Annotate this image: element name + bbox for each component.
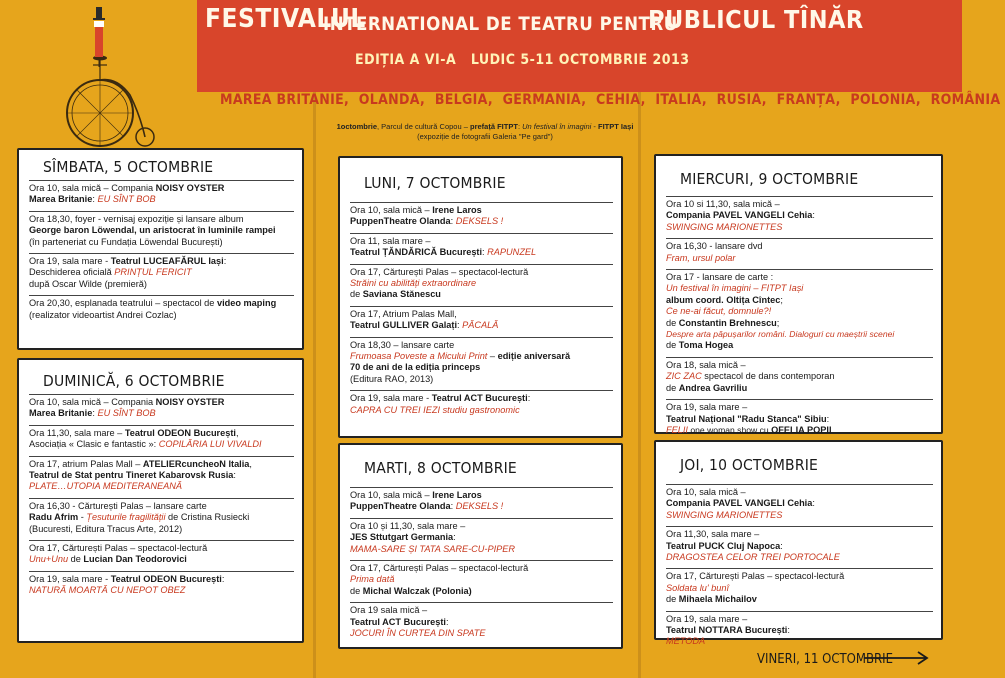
event-item: Ora 18,30 – lansare carte Frumoasa Poveste a Micului Print – ediție aniversară 70 de ani de la ediția princeps (Editura RAO, 2013) [350,337,613,391]
event-item: Ora 18,30, foyer - vernisaj expoziție și lansare album George baron Löwendal, un aristocrat în luminile rampei (în parteneriat cu Fundația Löwendal București) [29,211,294,253]
event-item: Ora 20,30, esplanada teatrului – spectacol de video maping (realizator videoartist Andrei Cozlac) [29,295,294,326]
event-item: Ora 17, Cărturești Palas – spectacol-lectură Unu+Unu de Lucian Dan Teodorovici [29,540,294,571]
event-item: Ora 11,30, sala mare – Teatrul ODEON București, Asociația « Clasic e fantastic »: COPILĂRIA LUI VIVALDI [29,425,294,456]
event-item: Ora 19, sala mare - Teatrul ODEON București: NATURĂ MOARTĂ CU NEPOT OBEZ [29,571,294,602]
country-list [220,92,1001,108]
subtitle: EDIȚIA A VI-A LUDIC 5-11 OCTOMBRIE 2013 [355,52,690,68]
country: GERMANIA, [502,92,587,108]
event-item: Ora 10, sala mică – Compania NOISY OYSTER Marea Britanie: EU SÎNT BOB [29,394,294,425]
event-item: Ora 10 și 11,30, sala mare – JES Sttutgart Germania: MAMA-SARE ȘI TATA SARE-CU-PIPER [350,518,613,560]
event-item: Ora 11, sala mare – Teatrul ȚĂNDĂRICĂ București: RAPUNZEL [350,233,613,264]
event-item: Ora 19, sala mare – Teatrul NOTTARA București: METODA [666,611,933,653]
title-part-1: FESTIVALUL [205,4,366,34]
next-day-label: VINERI, 11 OCTOMBRIE [757,652,893,667]
day-title: MIERCURI, 9 OCTOMBRIE [680,170,859,188]
country: ROMÂNIA [930,92,1001,108]
country: OLANDA, [358,92,426,108]
event-item: Ora 19, sala mare - Teatrul LUCEAFĂRUL Iași: Deschiderea oficială PRINȚUL FERICIT după Oscar Wilde (premieră) [29,253,294,295]
event-item: Ora 10, sala mică – Irene Laros PuppenTheatre Olanda: DEKSELS ! [350,202,613,233]
event-item: Ora 16,30 - lansare dvd Fram, ursul polar [666,238,933,269]
day-card-miercuri [654,154,943,434]
day-card-duminica [17,358,304,643]
event-item: Ora 17 - lansare de carte : Un festival în imagini – FITPT Iași album coord. Oltița Cîntec; Ce ne-ai făcut, domnule?! de Constantin Brehnescu; Despre arta păpușarilor români. Dialoguri cu maeștrii scenei de Toma Hogea [666,269,933,357]
day-card-joi [654,440,943,647]
day-title: SÎMBATA, 5 OCTOMBRIE [43,158,214,176]
event-item: Ora 16,30 - Cărturești Palas – lansare carte Radu Afrim - Țesuturile fragilității de Cristina Rusiecki (Bucuresti, Editura Tracus Arte, 2012) [29,498,294,540]
country: MAREA BRITANIE, [220,92,350,108]
title-part-2: INTERNATIONAL DE TEATRU PENTRU [323,14,678,35]
event-item: Ora 17, Atrium Palas Mall, Teatrul GULLIVER Galați: PĂCALĂ [350,306,613,337]
event-item: Ora 11,30, sala mare – Teatrul PUCK Cluj Napoca: DRAGOSTEA CELOR TREI PORTOCALE [666,526,933,568]
country: POLONIA, [850,92,921,108]
event-item: Ora 19, sala mare - Teatrul ACT București: CAPRA CU TREI IEZI studiu gastronomic [350,390,613,421]
country: FRANȚA, [776,92,841,108]
event-item: Ora 10, sala mică – Compania PAVEL VANGELI Cehia: SWINGING MARIONETTES [666,484,933,526]
event-item: Ora 17, atrium Palas Mall – ATELIERcuncheoN Italia, Teatrul de Stat pentru Tineret Kabarovsk Rusia: PLATE…UTOPIA MEDITERANEANĂ [29,456,294,498]
event-item: Ora 10, sala mică – Compania NOISY OYSTER Marea Britanie: EU SÎNT BOB [29,180,294,211]
country: BELGIA, [434,92,493,108]
country: ITALIA, [655,92,707,108]
day-card-sambata [17,148,304,350]
day-title: DUMINICĂ, 6 OCTOMBRIE [43,372,225,390]
day-title: JOI, 10 OCTOMBRIE [680,456,819,474]
event-item: Ora 18, sala mică – ZIC ZAC spectacol de dans contemporan de Andrea Gavriliu [666,357,933,399]
event-item: Ora 17, Cărturești Palas – spectacol-lectură Soldata lu' bunî de Mihaela Michailov [666,568,933,610]
country: CEHIA, [596,92,646,108]
event-item: Ora 10, sala mică – Irene Laros PuppenTheatre Olanda: DEKSELS ! [350,487,613,518]
country: RUSIA, [716,92,767,108]
event-item: Ora 10 si 11,30, sala mică – Compania PAVEL VANGELI Cehia: SWINGING MARIONETTES [666,196,933,238]
penny-farthing-icon [55,5,175,150]
arrow-right-icon [862,651,932,665]
event-item: Ora 17, Cărturești Palas – spectacol-lectură Prima dată de Michal Walczak (Polonia) [350,560,613,602]
event-item: Ora 17, Cărturești Palas – spectacol-lectură Străini cu abilități extraordinare de Saviana Stănescu [350,264,613,306]
day-title: MARTI, 8 OCTOMBRIE [364,459,517,477]
day-card-marti [338,443,623,649]
day-title: LUNI, 7 OCTOMBRIE [364,174,506,192]
event-item: Ora 19 sala mică – Teatrul ACT București: JOCURI ÎN CURTEA DIN SPATE [350,602,613,644]
event-item: Ora 19, sala mare – Teatrul Național "Radu Stanca" Sibiu: FELII one woman show cu OFELIA POPII [666,399,933,441]
title-part-3: PUBLICUL TÎNĂR [648,5,864,34]
day-card-luni [338,156,623,438]
intro-note: 1octombrie, Parcul de cultură Copou – prefață FITPT: Un festival în imagini - FITPT Iași (expoziție de fotografii Galeria "Pe gard") [336,122,634,141]
